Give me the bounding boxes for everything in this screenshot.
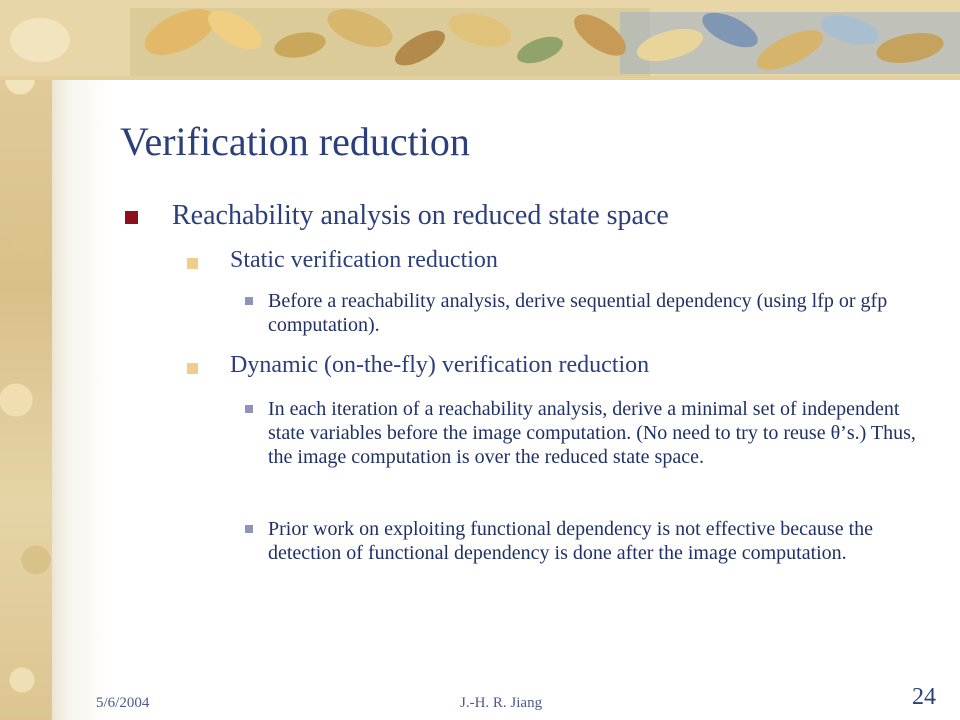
bullet-static-marker bbox=[187, 258, 198, 269]
bullet-dynamic-item2-marker bbox=[245, 525, 253, 533]
footer-date: 5/6/2004 bbox=[96, 695, 150, 711]
dynamic-reduction-heading: Dynamic (on-the-fly) verification reduction bbox=[230, 352, 650, 378]
bullet-level1-text: Reachability analysis on reduced state space bbox=[172, 200, 669, 231]
dynamic-reduction-item-1: In each iteration of a reachability analysis, derive a minimal set of independent state variables before the image computation. (No need to try to reuse θ’s.) Thus, the image computation is over the reduced state space. bbox=[268, 398, 916, 468]
bullet-dynamic-item1-marker bbox=[245, 405, 253, 413]
static-reduction-item: Before a reachability analysis, derive sequential dependency (using lfp or gfp computation). bbox=[268, 290, 888, 336]
bullet-dynamic-marker bbox=[187, 363, 198, 374]
slide-number: 24 bbox=[912, 684, 936, 710]
leaf-banner-graphic bbox=[0, 0, 960, 80]
bullet-level1-marker bbox=[125, 211, 138, 224]
footer-author: J.-H. R. Jiang bbox=[460, 695, 543, 711]
bullet-static-item-marker bbox=[245, 297, 253, 305]
static-reduction-heading: Static verification reduction bbox=[230, 247, 498, 273]
left-decorative-strip bbox=[0, 0, 52, 720]
top-decorative-banner bbox=[0, 0, 960, 80]
slide-title: Verification reduction bbox=[120, 119, 470, 164]
dynamic-reduction-item-2: Prior work on exploiting functional dependency is not effective because the detection of functional dependency is done after the image computation. bbox=[268, 518, 873, 564]
